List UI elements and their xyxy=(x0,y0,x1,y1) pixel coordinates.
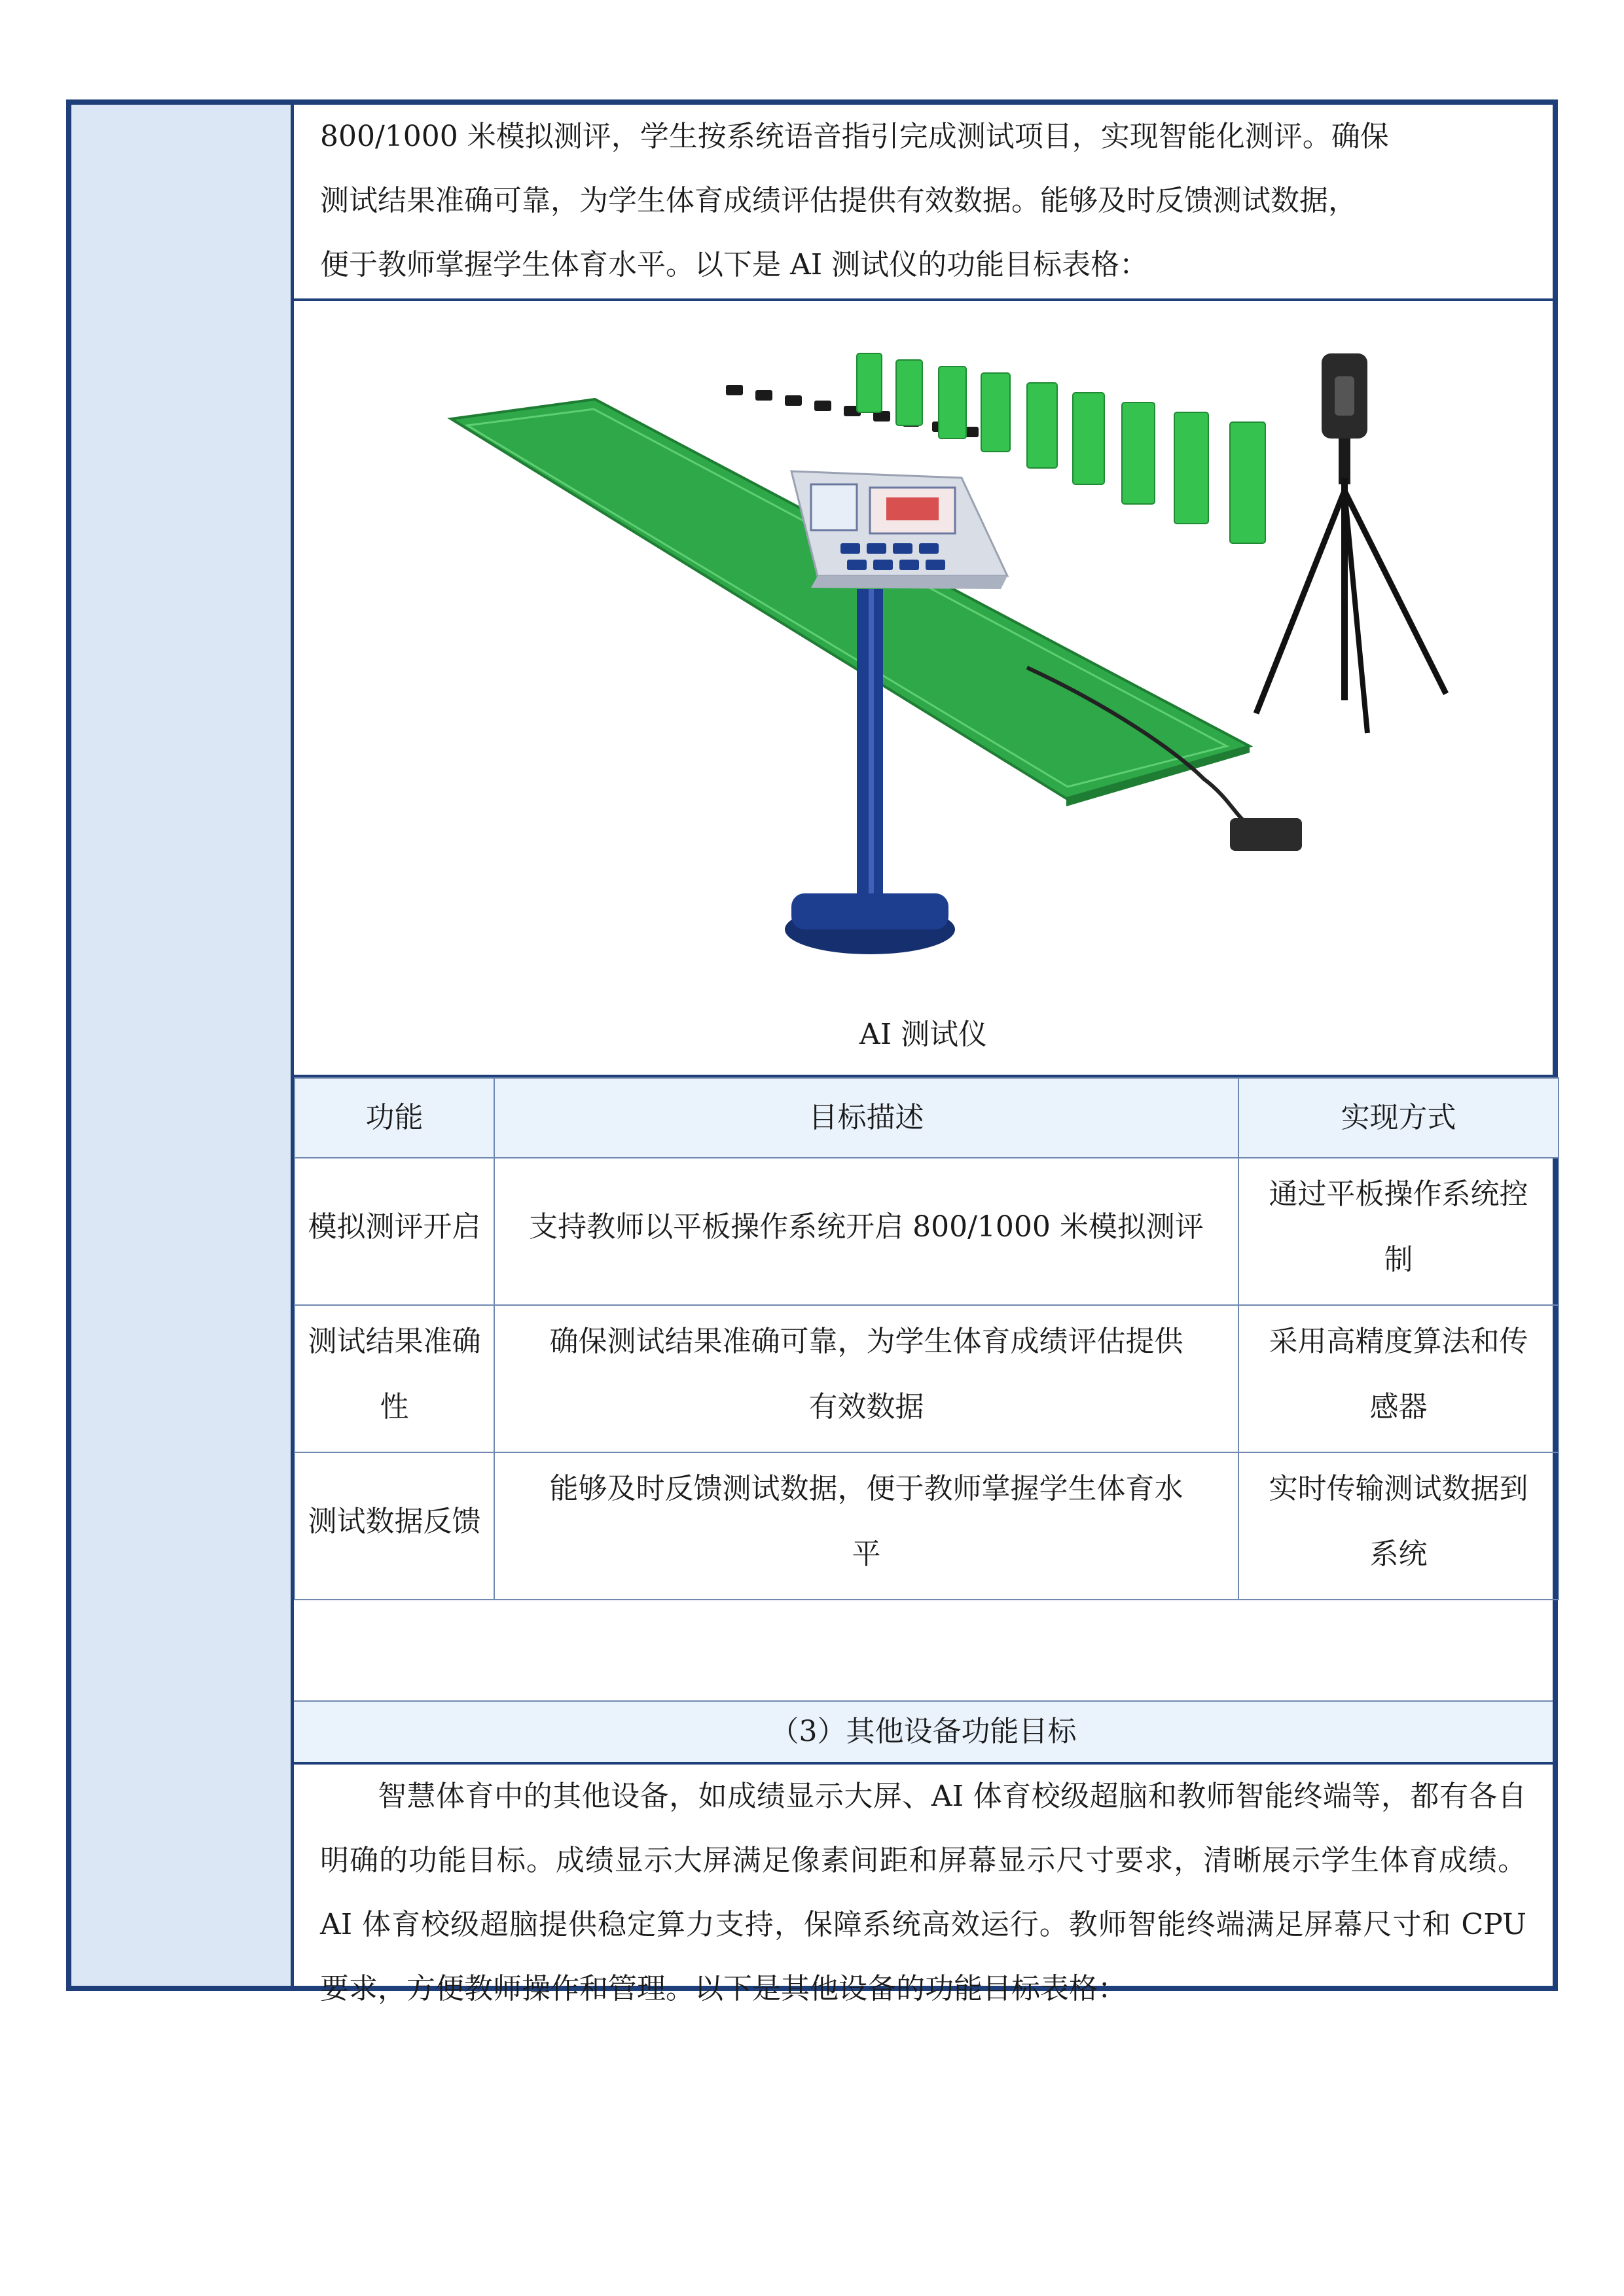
table-row xyxy=(295,1305,1559,1452)
ai-tester-illustration xyxy=(294,301,1558,995)
cell-method: 通过平板操作系统控 制 xyxy=(1269,1177,1528,1276)
content-column xyxy=(294,105,1553,2005)
cell-function: 测试结果准确 性 xyxy=(308,1325,481,1424)
header-description: 目标描述 xyxy=(494,1078,1238,1158)
closing-paragraph xyxy=(294,1765,1553,2021)
figure-caption: AI 测试仪 xyxy=(859,1018,988,1051)
cell-function: 测试数据反馈 xyxy=(308,1505,481,1538)
figure-ai-tester xyxy=(294,301,1553,1077)
function-table xyxy=(294,1077,1559,1600)
cell-function: 模拟测评开启 xyxy=(308,1210,481,1244)
cell-method: 实时传输测试数据到 系统 xyxy=(1269,1472,1528,1571)
cell-description: 确保测试结果准确可靠，为学生体育成绩评估提供 有效数据 xyxy=(549,1325,1183,1424)
intro-line: 800/1000 米模拟测评，学生按系统语音指引完成测试项目，实现智能化测评。确保 xyxy=(320,120,1389,153)
table-row xyxy=(295,1158,1559,1305)
table-header-row xyxy=(295,1078,1559,1158)
closing-paragraph-text: 智慧体育中的其他设备，如成绩显示大屏、AI 体育校级超脑和教师智能终端等，都有各自明确的功能目标。成绩显示大屏满足像素间距和屏幕显示尺寸要求，清晰展示学生体育成绩。AI 体育校级超脑提供稳定算力支持，保障系统高效运行。教师智能终端满足屏幕尺寸和 CPU 要求，方便教师操作和管理。以下是其他设备的功能目标表格： xyxy=(320,1780,1526,2005)
left-label-column xyxy=(71,105,294,1986)
cell-description: 能够及时反馈测试数据，便于教师掌握学生体育水 平 xyxy=(549,1472,1183,1571)
cell-description: 支持教师以平板操作系统开启 800/1000 米模拟测评 xyxy=(529,1210,1204,1244)
table-row xyxy=(295,1452,1559,1600)
cell-method: 采用高精度算法和传 感器 xyxy=(1269,1325,1528,1424)
section-heading: （3）其他设备功能目标 xyxy=(294,1700,1553,1765)
header-function: 功能 xyxy=(295,1078,494,1158)
intro-line: 便于教师掌握学生体育水平。以下是 AI 测试仪的功能目标表格： xyxy=(320,248,1149,281)
header-method: 实现方式 xyxy=(1238,1078,1559,1158)
intro-paragraph xyxy=(294,105,1553,297)
intro-line: 测试结果准确可靠，为学生体育成绩评估提供有效数据。能够及时反馈测试数据， xyxy=(320,184,1357,217)
document-frame xyxy=(66,99,1558,2005)
